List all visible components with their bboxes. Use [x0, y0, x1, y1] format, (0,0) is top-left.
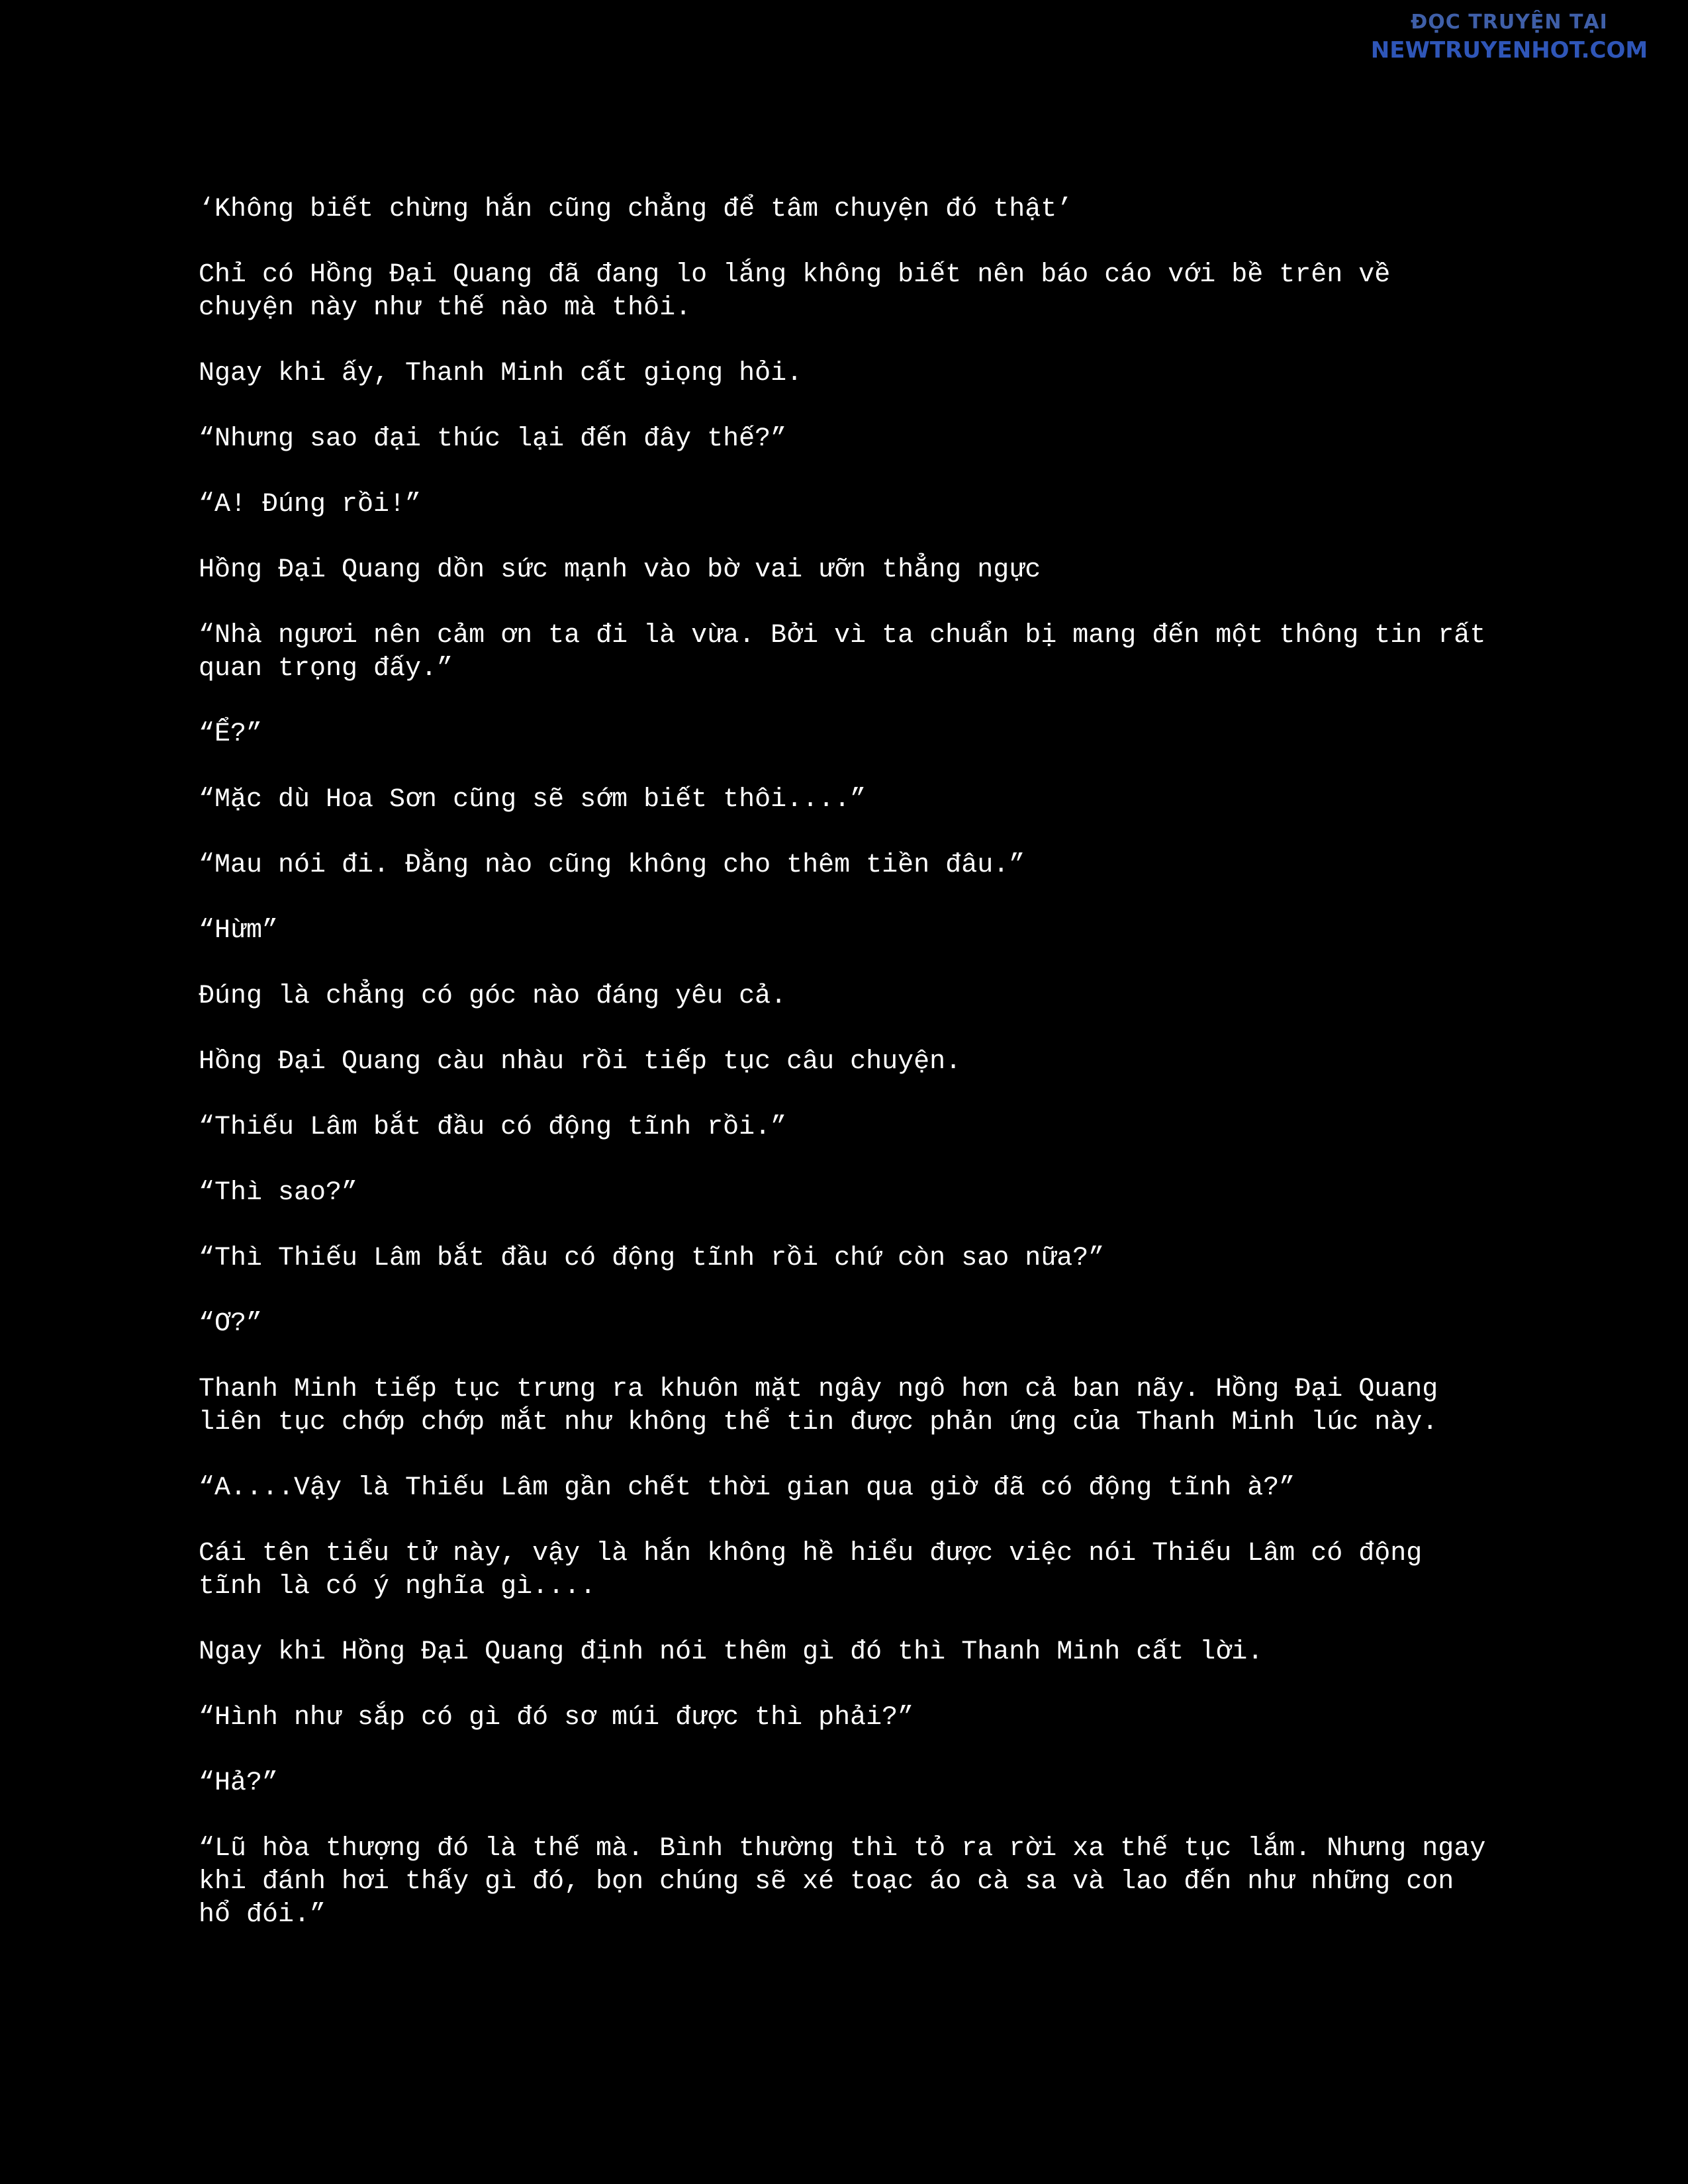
paragraph: “Lũ hòa thượng đó là thế mà. Bình thường thì tỏ ra rời xa thế tục lắm. Nhưng ngay khi đánh hơi thấy gì đó, bọn chúng sẽ xé toạc áo cà sa và lao đến như những con hổ đói.” [199, 1834, 1486, 1930]
paragraph: “Thì sao?” [199, 1178, 358, 1208]
paragraph: Đúng là chẳng có góc nào đáng yêu cả. [199, 981, 787, 1011]
paragraph: Hồng Đại Quang càu nhàu rồi tiếp tục câu chuyện. [199, 1047, 962, 1077]
paragraph: Ngay khi Hồng Đại Quang định nói thêm gì đó thì Thanh Minh cất lời. [199, 1637, 1264, 1667]
paragraph: “Hừm” [199, 916, 279, 946]
paragraph: Cái tên tiểu tử này, vậy là hắn không hề hiểu được việc nói Thiếu Lâm có động tĩnh là có ý nghĩa gì.... [199, 1539, 1423, 1602]
paragraph: Hồng Đại Quang dồn sức mạnh vào bờ vai ưỡn thẳng ngực [199, 555, 1041, 585]
paragraph: “Nhà ngươi nên cảm ơn ta đi là vừa. Bởi vì ta chuẩn bị mang đến một thông tin rất quan trọng đấy.” [199, 621, 1486, 684]
paragraph: Ngay khi ấy, Thanh Minh cất giọng hỏi. [199, 359, 803, 388]
watermark-line-1: ĐỌC TRUYỆN TẠI [1411, 11, 1608, 34]
watermark-site-name: NEWTRUYENHOT.COM [1370, 37, 1648, 64]
paragraph: “Nhưng sao đại thúc lại đến đây thế?” [199, 424, 787, 454]
paragraph: ‘Không biết chừng hắn cũng chẳng để tâm chuyện đó thật’ [199, 195, 1073, 224]
paragraph: “Thiếu Lâm bắt đầu có động tĩnh rồi.” [199, 1113, 787, 1142]
paragraph: Chỉ có Hồng Đại Quang đã đang lo lắng không biết nên báo cáo với bề trên về chuyện này như thế nào mà thôi. [199, 260, 1391, 323]
paragraph: “Mau nói đi. Đằng nào cũng không cho thêm tiền đâu.” [199, 850, 1025, 880]
paragraph: “A! Đúng rồi!” [199, 490, 422, 520]
paragraph: Thanh Minh tiếp tục trưng ra khuôn mặt ngây ngô hơn cả ban nãy. Hồng Đại Quang liên tục chớp chớp mắt như không thể tin được phản ứng của Thanh Minh lúc này. [199, 1375, 1438, 1437]
watermark [1350, 9, 1668, 65]
paragraph: “Hả?” [199, 1768, 279, 1798]
paragraph: “Ơ?” [199, 1309, 263, 1339]
paragraph: “Hình như sắp có gì đó sơ múi được thì phải?” [199, 1703, 914, 1733]
paragraph: “Mặc dù Hoa Sơn cũng sẽ sớm biết thôi....” [199, 785, 867, 815]
paragraph: “Ể?” [199, 719, 263, 749]
story-text [199, 193, 1489, 1964]
paragraph: “Thì Thiếu Lâm bắt đầu có động tĩnh rồi chứ còn sao nữa?” [199, 1244, 1105, 1273]
paragraph: “A....Vậy là Thiếu Lâm gần chết thời gian qua giờ đã có động tĩnh à?” [199, 1473, 1295, 1503]
